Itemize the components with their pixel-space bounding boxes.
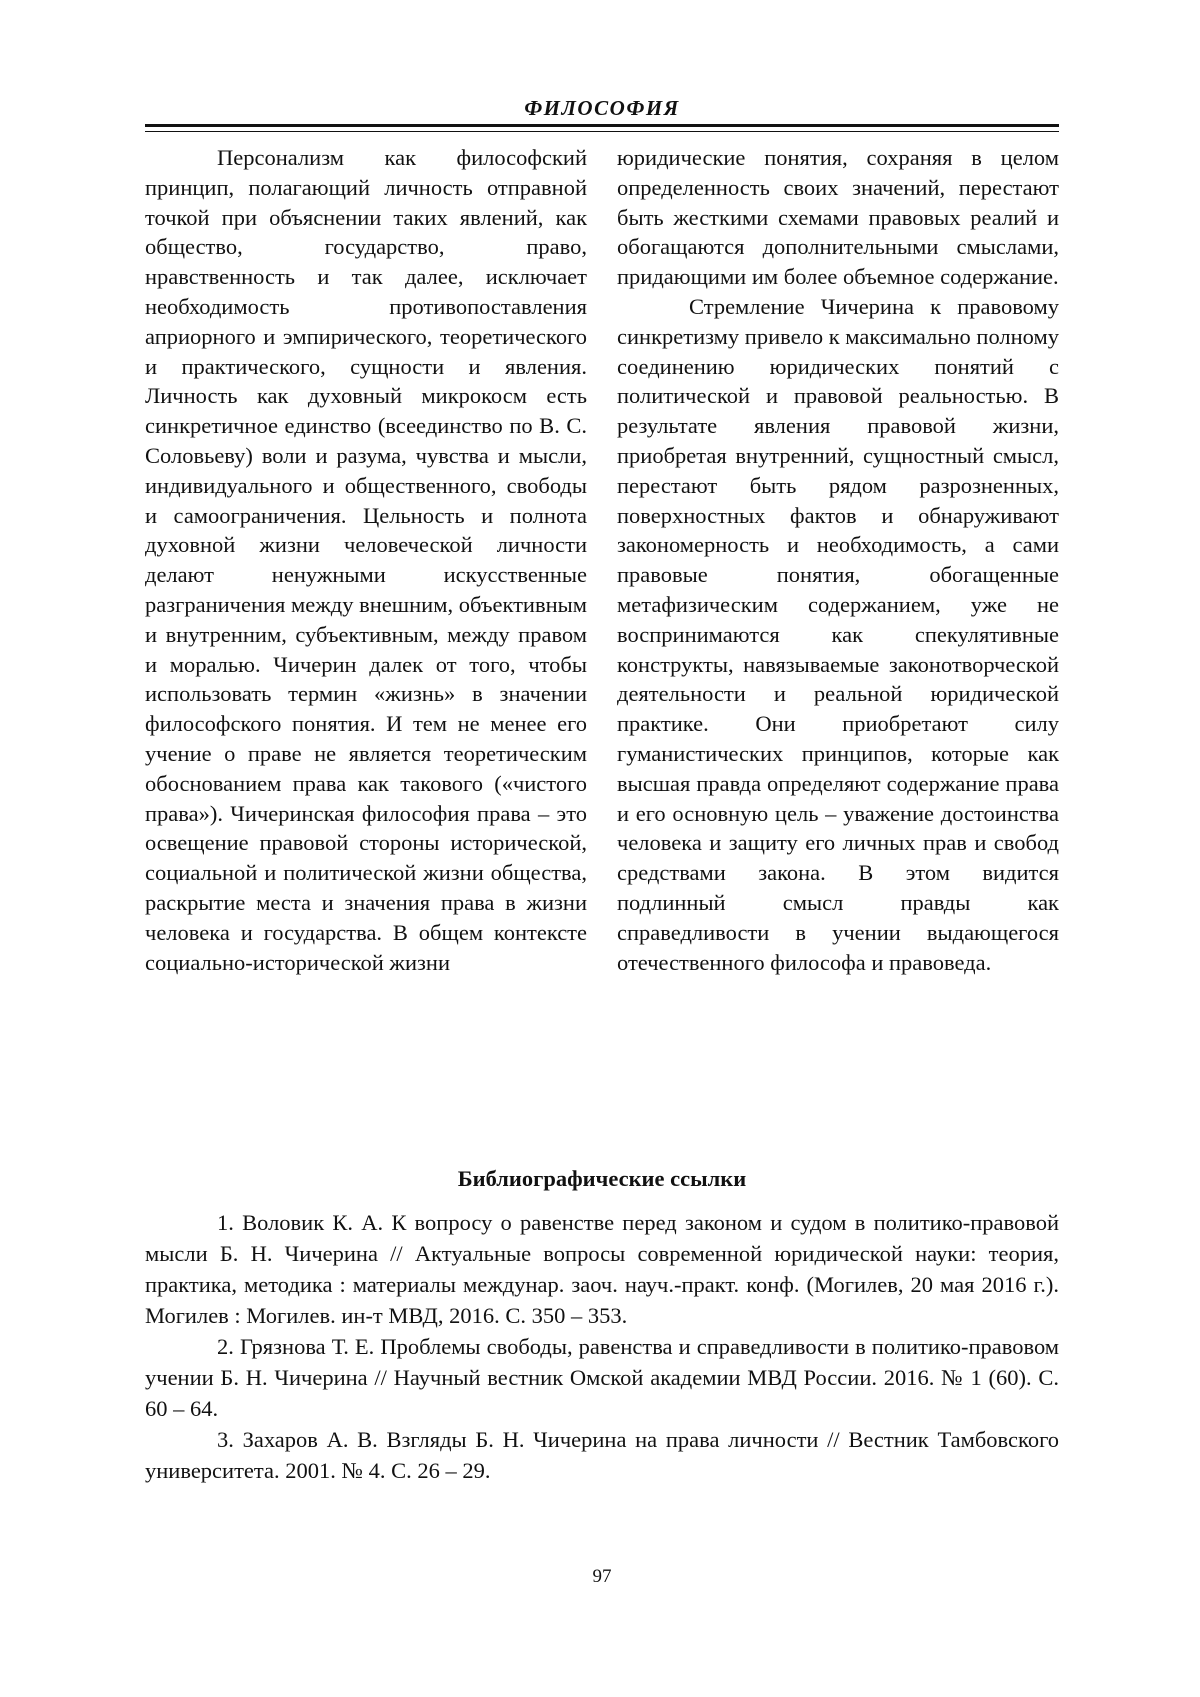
page-number: 97 [592, 1566, 612, 1587]
header-rule-thin [145, 131, 1059, 132]
bibliography-entry: 2. Грязнова Т. Е. Проблемы свободы, равенства и справедливости в политико-правовом учении Б. Н. Чичерина // Научный вестник Омской академии МВД России. 2016. № 1 (60). С. 60 – 64. [145, 1334, 1059, 1421]
body-columns [145, 143, 1059, 1133]
right-column [617, 143, 1059, 1133]
bibliography-list [145, 1207, 1059, 1486]
bibliography-entry: 3. Захаров А. В. Взгляды Б. Н. Чичерина на права личности // Вестник Тамбовского университета. 2001. № 4. С. 26 – 29. [145, 1427, 1059, 1483]
header-rule-thick [145, 124, 1059, 127]
left-column-paragraph: Персонализм как философский принцип, полагающий личность отправной точкой при объяснении таких явлений, как общество, государство, право, нравственность и так далее, исключает необходимость противопоставления априорного и эмпирического, теоретического и практического, сущности и явления. Личность как духовный микрокосм есть синкретичное единство (всеединство по В. С. Соловьеву) воли и разума, чувства и мысли, индивидуального и общественного, свободы и самоограничения. Цельность и полнота духовной жизни человеческой личности делают ненужными искусственные разграничения между внешним, объективным и внутренним, субъективным, между правом и моралью. Чичерин далек от того, чтобы использовать термин «жизнь» в значении философского понятия. И тем не менее его учение о праве не является теоретическим обоснованием права как такового («чистого права»). Чичеринская философия права – это освещение правовой стороны исторической, социальной и политической жизни общества, раскрытие места и значения права в жизни человека и государства. В общем контексте социально-исторической жизни [145, 145, 587, 975]
left-column [145, 143, 587, 1133]
right-column-continuation: юридические понятия, сохраняя в целом определенность своих значений, перестают быть жесткими схемами правовых реалий и обогащаются дополнительными смыслами, придающими им более объемное содержание. [617, 145, 1059, 290]
right-column-paragraph: Стремление Чичерина к правовому синкретизму привело к максимально полному соединению юридических понятий с политической и правовой реальностью. В результате явления правовой жизни, приобретая внутренний, сущностный смысл, перестают быть рядом разрозненных, поверхностных фактов и обнаруживают закономерность и необходимость, а сами правовые понятия, обогащенные метафизическим содержанием, уже не воспринимаются как спекулятивные конструкты, навязываемые законотворческой деятельности и реальной юридической практике. Они приобретают силу гуманистических принципов, которые как высшая правда определяют содержание права и его основную цель – уважение достоинства человека и защиту его личных прав и свобод средствами закона. В этом видится подлинный смысл правды как справедливости в учении выдающегося отечественного философа и правоведа. [617, 293, 1059, 975]
bibliography-heading: Библиографические ссылки [457, 1166, 747, 1191]
running-head: ФИЛОСОФИЯ [524, 96, 680, 120]
bibliography-entry: 1. Воловик К. А. К вопросу о равенстве перед законом и судом в политико-правовой мысли Б. Н. Чичерина // Актуальные вопросы современной юридической науки: теория, практика, методика : материалы междунар. заоч. науч.-практ. конф. (Могилев, 20 мая 2016 г.). Могилев : Могилев. ин-т МВД, 2016. С. 350 – 353. [145, 1210, 1059, 1328]
